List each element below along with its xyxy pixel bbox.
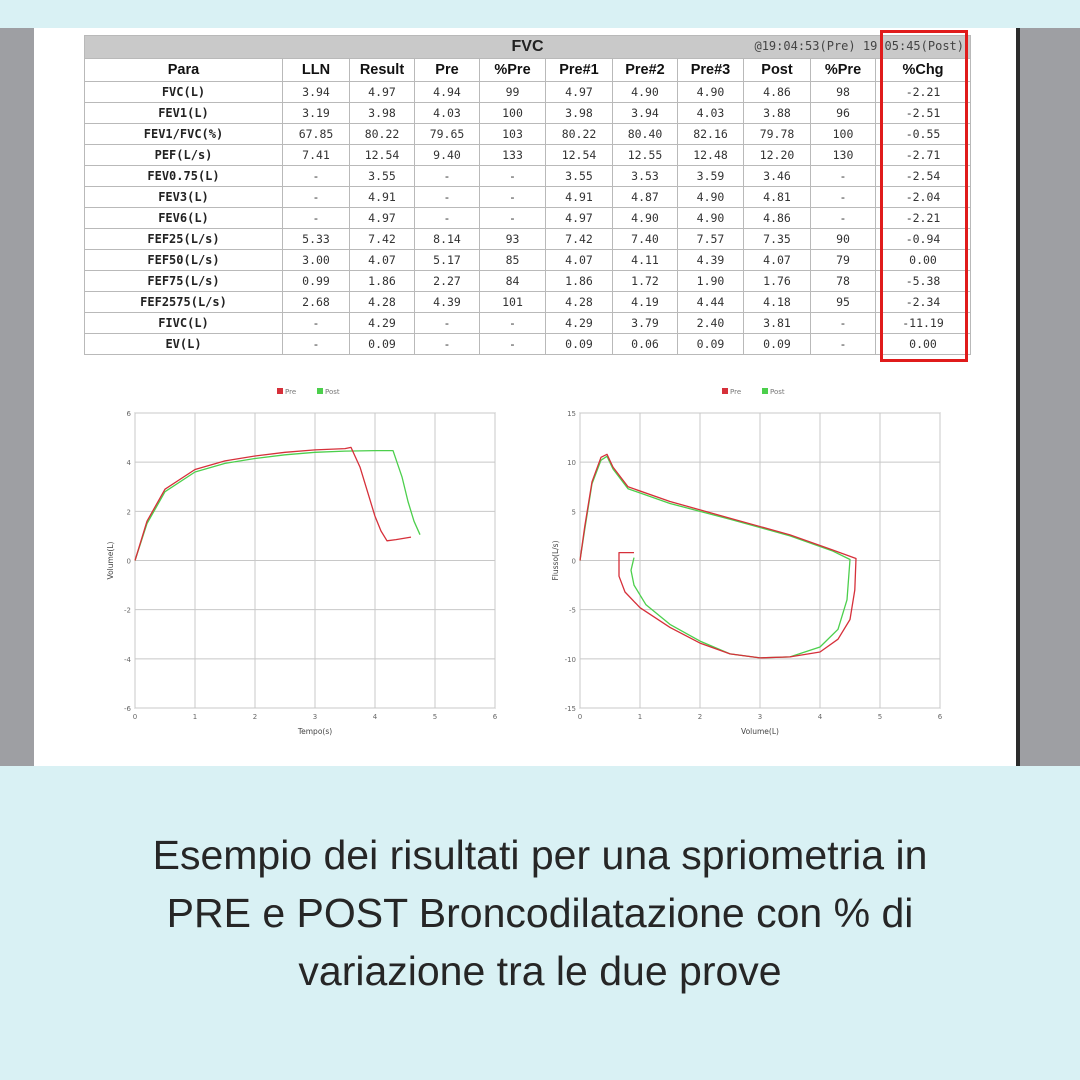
value-cell: - [480, 208, 546, 229]
y-tick-label: -10 [564, 655, 576, 664]
x-tick-label: 2 [252, 713, 258, 721]
column-header: Result [350, 59, 415, 82]
y-tick-label: 2 [126, 508, 131, 517]
column-header: %Pre [480, 59, 546, 82]
legend-swatch-post [762, 388, 768, 394]
volume-time-chart [90, 380, 520, 750]
value-cell: -0.55 [876, 124, 971, 145]
legend-label-post: Post [770, 388, 785, 396]
value-cell: 4.03 [678, 103, 744, 124]
parameter-name-cell: EV(L) [85, 334, 283, 355]
value-cell: 3.53 [613, 166, 678, 187]
value-cell: -2.04 [876, 187, 971, 208]
left-gray-border [0, 28, 34, 766]
value-cell: - [283, 313, 350, 334]
y-tick-label: -6 [124, 705, 131, 713]
value-cell: -2.54 [876, 166, 971, 187]
x-tick-label: 4 [372, 713, 378, 721]
document-right-edge [1016, 28, 1020, 766]
value-cell: 90 [811, 229, 876, 250]
value-cell: 4.39 [678, 250, 744, 271]
value-cell: 4.90 [613, 208, 678, 229]
legend-label-pre: Pre [730, 388, 742, 396]
value-cell: 4.81 [744, 187, 811, 208]
value-cell: -0.94 [876, 229, 971, 250]
fvc-results-table [84, 35, 971, 355]
value-cell: 4.97 [546, 208, 613, 229]
value-cell: 5.33 [283, 229, 350, 250]
value-cell: -2.71 [876, 145, 971, 166]
value-cell: 12.54 [350, 145, 415, 166]
value-cell: 4.29 [546, 313, 613, 334]
parameter-name-cell: FEV3(L) [85, 187, 283, 208]
x-tick-label: 6 [492, 713, 498, 721]
value-cell: 3.81 [744, 313, 811, 334]
value-cell: 101 [480, 292, 546, 313]
x-tick-label: 3 [757, 713, 763, 721]
parameter-name-cell: FEV1/FVC(%) [85, 124, 283, 145]
table-row [85, 229, 971, 250]
y-axis-label: Volume(L) [106, 541, 115, 580]
value-cell: 4.94 [415, 82, 480, 103]
parameter-name-cell: FEV6(L) [85, 208, 283, 229]
value-cell: 4.97 [350, 82, 415, 103]
value-cell: 78 [811, 271, 876, 292]
value-cell: 4.44 [678, 292, 744, 313]
table-row [85, 103, 971, 124]
value-cell: 7.42 [350, 229, 415, 250]
value-cell: 4.90 [613, 82, 678, 103]
value-cell: 0.00 [876, 250, 971, 271]
value-cell: 4.91 [350, 187, 415, 208]
x-tick-label: 1 [637, 713, 643, 721]
value-cell: 4.90 [678, 208, 744, 229]
column-header: Pre#1 [546, 59, 613, 82]
value-cell: 12.20 [744, 145, 811, 166]
value-cell: 100 [480, 103, 546, 124]
parameter-name-cell: FIVC(L) [85, 313, 283, 334]
table-row [85, 271, 971, 292]
table-row [85, 334, 971, 355]
x-tick-label: 6 [937, 713, 943, 721]
value-cell: 0.09 [678, 334, 744, 355]
y-tick-label: 5 [571, 508, 576, 517]
parameter-name-cell: FEF2575(L/s) [85, 292, 283, 313]
value-cell: 12.55 [613, 145, 678, 166]
table-row [85, 82, 971, 103]
value-cell: 4.03 [415, 103, 480, 124]
value-cell: - [283, 166, 350, 187]
value-cell: 80.22 [350, 124, 415, 145]
value-cell: 80.40 [613, 124, 678, 145]
value-cell: 9.40 [415, 145, 480, 166]
value-cell: 133 [480, 145, 546, 166]
caption-line-2: PRE e POST Broncodilatazione con % di [166, 890, 914, 936]
column-header: Pre [415, 59, 480, 82]
y-axis-label: Flusso(L/s) [551, 540, 560, 581]
value-cell: 3.98 [350, 103, 415, 124]
parameter-name-cell: FEV0.75(L) [85, 166, 283, 187]
value-cell: 4.86 [744, 208, 811, 229]
value-cell: 0.00 [876, 334, 971, 355]
y-tick-label: -5 [569, 606, 576, 615]
value-cell: 7.41 [283, 145, 350, 166]
flow-volume-chart [535, 380, 965, 750]
value-cell: - [283, 187, 350, 208]
value-cell: 3.00 [283, 250, 350, 271]
value-cell: 79 [811, 250, 876, 271]
table-title-cell [85, 36, 971, 59]
value-cell: 3.88 [744, 103, 811, 124]
table-row [85, 313, 971, 334]
value-cell: - [415, 166, 480, 187]
value-cell: 100 [811, 124, 876, 145]
y-tick-label: 6 [126, 410, 131, 418]
value-cell: 7.57 [678, 229, 744, 250]
value-cell: 93 [480, 229, 546, 250]
value-cell: - [283, 208, 350, 229]
table-title-row [85, 36, 971, 59]
legend-label-post: Post [325, 388, 340, 396]
value-cell: 99 [480, 82, 546, 103]
parameter-name-cell: FEF75(L/s) [85, 271, 283, 292]
value-cell: - [415, 208, 480, 229]
value-cell: 4.11 [613, 250, 678, 271]
value-cell: 4.91 [546, 187, 613, 208]
value-cell: 12.54 [546, 145, 613, 166]
value-cell: 1.72 [613, 271, 678, 292]
value-cell: 3.19 [283, 103, 350, 124]
value-cell: 0.99 [283, 271, 350, 292]
value-cell: 0.09 [744, 334, 811, 355]
value-cell: 96 [811, 103, 876, 124]
parameter-name-cell: PEF(L/s) [85, 145, 283, 166]
value-cell: 3.55 [350, 166, 415, 187]
value-cell: 3.94 [283, 82, 350, 103]
value-cell: -11.19 [876, 313, 971, 334]
y-tick-label: 10 [567, 459, 576, 468]
x-axis-label: Tempo(s) [297, 727, 333, 736]
value-cell: 4.90 [678, 187, 744, 208]
value-cell: 3.55 [546, 166, 613, 187]
value-cell: 4.97 [546, 82, 613, 103]
y-tick-label: 0 [126, 557, 131, 566]
x-tick-label: 2 [697, 713, 703, 721]
caption-line-1: Esempio dei risultati per una spriometria in [152, 832, 928, 878]
table-row [85, 250, 971, 271]
x-tick-label: 1 [192, 713, 198, 721]
table-row [85, 208, 971, 229]
value-cell: 4.07 [546, 250, 613, 271]
value-cell: 4.07 [744, 250, 811, 271]
y-tick-label: -2 [124, 606, 131, 615]
value-cell: - [480, 313, 546, 334]
value-cell: 3.59 [678, 166, 744, 187]
value-cell: 1.86 [350, 271, 415, 292]
value-cell: 2.40 [678, 313, 744, 334]
parameter-name-cell: FEF25(L/s) [85, 229, 283, 250]
y-tick-label: 0 [571, 557, 576, 566]
table-title: FVC [511, 38, 544, 55]
value-cell: 130 [811, 145, 876, 166]
x-tick-label: 0 [577, 713, 583, 721]
value-cell: 3.98 [546, 103, 613, 124]
value-cell: - [480, 334, 546, 355]
parameter-name-cell: FVC(L) [85, 82, 283, 103]
column-header: Para [85, 59, 283, 82]
value-cell: - [811, 334, 876, 355]
x-tick-label: 5 [877, 713, 883, 721]
value-cell: 3.94 [613, 103, 678, 124]
table-row [85, 145, 971, 166]
chg-column-highlight [880, 30, 968, 362]
value-cell: 85 [480, 250, 546, 271]
value-cell: 98 [811, 82, 876, 103]
value-cell: 4.07 [350, 250, 415, 271]
value-cell: 4.28 [350, 292, 415, 313]
column-header: %Pre [811, 59, 876, 82]
value-cell: 4.29 [350, 313, 415, 334]
y-tick-label: 15 [567, 410, 576, 418]
value-cell: 82.16 [678, 124, 744, 145]
value-cell: 4.87 [613, 187, 678, 208]
value-cell: 3.79 [613, 313, 678, 334]
y-tick-label: -4 [124, 655, 131, 664]
column-header: Pre#2 [613, 59, 678, 82]
x-tick-label: 5 [432, 713, 438, 721]
column-header: Post [744, 59, 811, 82]
value-cell: -5.38 [876, 271, 971, 292]
parameter-name-cell: FEF50(L/s) [85, 250, 283, 271]
value-cell: 12.48 [678, 145, 744, 166]
right-gray-border [1016, 28, 1080, 766]
value-cell: 0.09 [350, 334, 415, 355]
x-axis-label: Volume(L) [741, 727, 779, 736]
x-tick-label: 4 [817, 713, 823, 721]
value-cell: 80.22 [546, 124, 613, 145]
y-tick-label: 4 [126, 459, 131, 468]
value-cell: 0.06 [613, 334, 678, 355]
value-cell: - [415, 334, 480, 355]
value-cell: - [415, 187, 480, 208]
value-cell: - [415, 313, 480, 334]
value-cell: 4.28 [546, 292, 613, 313]
table-row [85, 166, 971, 187]
value-cell: 79.78 [744, 124, 811, 145]
value-cell: -2.21 [876, 208, 971, 229]
value-cell: 2.27 [415, 271, 480, 292]
value-cell: 1.86 [546, 271, 613, 292]
value-cell: - [283, 334, 350, 355]
column-header: Pre#3 [678, 59, 744, 82]
value-cell: 0.09 [546, 334, 613, 355]
value-cell: -2.34 [876, 292, 971, 313]
value-cell: 67.85 [283, 124, 350, 145]
value-cell: 1.90 [678, 271, 744, 292]
value-cell: 5.17 [415, 250, 480, 271]
legend-label-pre: Pre [285, 388, 297, 396]
column-header: %Chg [876, 59, 971, 82]
x-tick-label: 0 [132, 713, 138, 721]
value-cell: 4.19 [613, 292, 678, 313]
caption-line-3: variazione tra le due prove [298, 948, 782, 994]
value-cell: - [811, 166, 876, 187]
value-cell: 7.35 [744, 229, 811, 250]
value-cell: 3.46 [744, 166, 811, 187]
value-cell: -2.21 [876, 82, 971, 103]
value-cell: 2.68 [283, 292, 350, 313]
legend-swatch-pre [277, 388, 283, 394]
value-cell: 8.14 [415, 229, 480, 250]
value-cell: - [480, 187, 546, 208]
legend-swatch-pre [722, 388, 728, 394]
value-cell: 1.76 [744, 271, 811, 292]
value-cell: 4.39 [415, 292, 480, 313]
x-tick-label: 3 [312, 713, 318, 721]
table-header-row [85, 59, 971, 82]
value-cell: 4.90 [678, 82, 744, 103]
value-cell: - [811, 187, 876, 208]
value-cell: - [811, 313, 876, 334]
value-cell: 103 [480, 124, 546, 145]
table-row [85, 292, 971, 313]
parameter-name-cell: FEV1(L) [85, 103, 283, 124]
caption [0, 826, 1080, 1000]
value-cell: 79.65 [415, 124, 480, 145]
test-timestamp: @19:04:53(Pre) 19:05:45(Post) [754, 39, 964, 53]
table-row [85, 187, 971, 208]
value-cell: - [811, 208, 876, 229]
value-cell: - [480, 166, 546, 187]
table-row [85, 124, 971, 145]
value-cell: 4.18 [744, 292, 811, 313]
legend-swatch-post [317, 388, 323, 394]
y-tick-label: -15 [564, 705, 576, 713]
value-cell: 4.97 [350, 208, 415, 229]
value-cell: 7.42 [546, 229, 613, 250]
value-cell: 84 [480, 271, 546, 292]
column-header: LLN [283, 59, 350, 82]
value-cell: 4.86 [744, 82, 811, 103]
value-cell: 7.40 [613, 229, 678, 250]
value-cell: -2.51 [876, 103, 971, 124]
value-cell: 95 [811, 292, 876, 313]
